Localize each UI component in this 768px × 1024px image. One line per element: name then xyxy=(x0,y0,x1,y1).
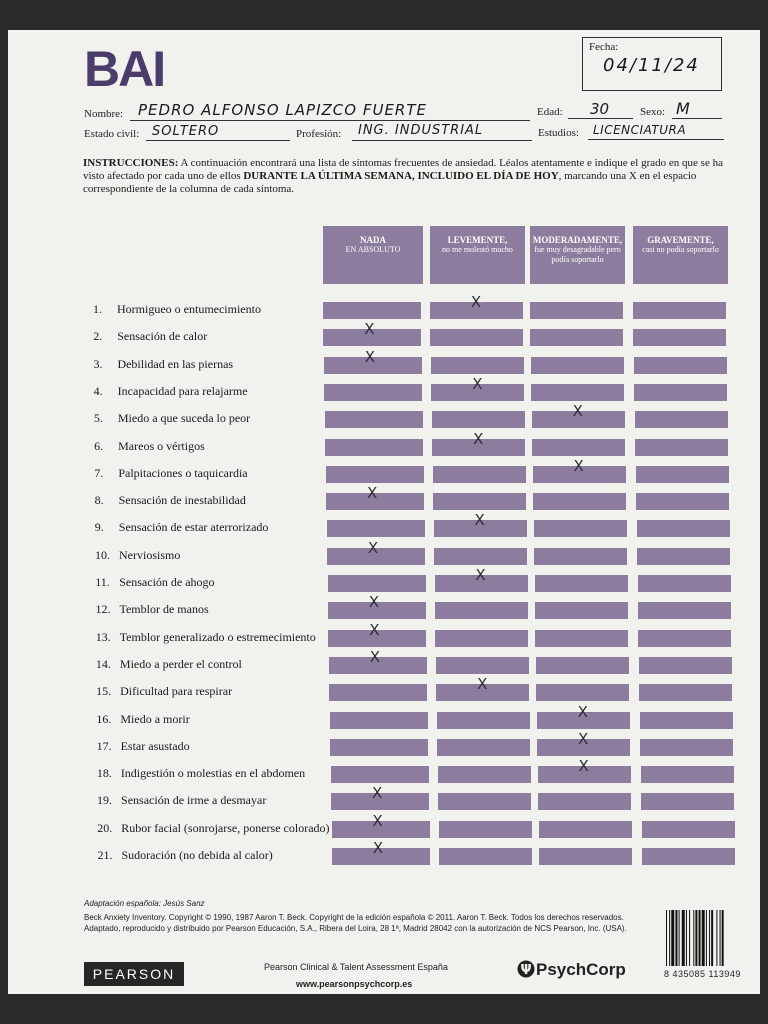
symptom-item xyxy=(96,657,242,672)
column-header-4 xyxy=(633,226,728,284)
answer-cell-2[interactable] xyxy=(439,821,532,838)
barcode-bar xyxy=(722,910,724,966)
symptom-item xyxy=(97,739,190,754)
answer-cell-3[interactable] xyxy=(531,357,624,374)
answer-cell-3[interactable] xyxy=(538,793,631,810)
answer-cell-2[interactable] xyxy=(437,712,530,729)
item-number: 21. xyxy=(97,848,113,862)
barcode-bar xyxy=(706,910,707,966)
item-text: Sensación de estar aterrorizado xyxy=(118,520,269,535)
item-number: 7. xyxy=(94,465,104,480)
age-field[interactable]: 30 xyxy=(590,100,610,118)
item-text: Dificultad para respirar xyxy=(120,684,233,699)
column-header-title: MODERADAMENTE, xyxy=(532,235,623,245)
item-text: Mareos o vértigos xyxy=(118,438,205,453)
answer-cell-1[interactable] xyxy=(330,739,428,756)
answer-cell-1[interactable] xyxy=(323,302,421,319)
barcode-bar xyxy=(720,910,721,966)
answer-cell-1[interactable] xyxy=(325,411,423,428)
barcode-bar xyxy=(709,910,710,966)
item-text: Sensación de calor xyxy=(117,329,208,344)
answer-cell-4[interactable] xyxy=(635,411,728,428)
column-header-sub: casi no podía soportarlo xyxy=(642,245,719,254)
x-mark: X xyxy=(371,784,383,803)
item-number: 9. xyxy=(94,520,104,535)
answer-cell-3[interactable] xyxy=(539,821,632,838)
item-number: 3. xyxy=(93,356,103,371)
item-number: 15. xyxy=(96,684,112,699)
answer-cell-3[interactable] xyxy=(535,575,628,592)
x-mark: X xyxy=(368,593,380,612)
barcode-bar xyxy=(699,910,701,966)
answer-cell-4[interactable] xyxy=(641,766,734,783)
item-number: 17. xyxy=(96,738,112,753)
x-mark: X xyxy=(367,484,378,503)
x-mark: X xyxy=(372,839,384,857)
answer-cell-1[interactable] xyxy=(331,766,429,783)
barcode-bar xyxy=(669,910,670,966)
x-mark: X xyxy=(364,347,376,366)
answer-cell-3[interactable] xyxy=(534,548,627,565)
x-mark: X xyxy=(477,675,488,694)
name-field[interactable]: PEDRO ALFONSO LAPIZCO FUERTE xyxy=(138,101,427,119)
item-number: 19. xyxy=(97,793,113,808)
symptom-item xyxy=(95,520,269,535)
item-number: 4. xyxy=(93,383,103,398)
barcode xyxy=(664,910,748,966)
adaptation-credit: Adaptación española: Jesús Sanz xyxy=(84,899,205,908)
item-text: Rubor facial (sonrojarse, ponerse colorado) xyxy=(121,820,330,835)
item-number: 2. xyxy=(93,329,103,344)
answer-cell-1[interactable] xyxy=(328,575,426,592)
column-header-title: GRAVEMENTE, xyxy=(647,235,714,245)
x-mark: X xyxy=(364,320,375,339)
answer-cell-3[interactable] xyxy=(531,384,624,401)
item-text: Debilidad en las piernas xyxy=(117,356,234,371)
svg-text:BAI: BAI xyxy=(84,44,165,90)
x-mark: X xyxy=(372,811,383,830)
answer-cell-3[interactable] xyxy=(535,602,628,619)
symptom-item xyxy=(97,793,266,808)
answer-cell-4[interactable] xyxy=(636,466,729,483)
answer-cell-4[interactable] xyxy=(637,548,730,565)
symptom-item xyxy=(97,821,329,836)
symptom-item xyxy=(96,684,232,699)
item-text: Estar asustado xyxy=(120,738,190,753)
item-text: Temblor generalizado o estremecimiento xyxy=(119,629,316,644)
instructions-text-1: A continuación encontrará una lista de síntomas frecuentes de ansiedad. Léalos atentamente e indique el grado en que se ha visto afectado por cada uno de ellos xyxy=(83,157,723,182)
item-text: Palpitaciones o taquicardia xyxy=(118,465,248,480)
barcode-bar xyxy=(682,910,685,966)
company-url[interactable]: www.pearsonpsychcorp.es xyxy=(296,979,413,989)
pearson-logo: PEARSON xyxy=(84,962,184,986)
x-mark: X xyxy=(369,647,380,666)
x-mark: X xyxy=(472,374,483,393)
barcode-bar xyxy=(695,910,697,966)
answer-cell-4[interactable] xyxy=(635,439,728,456)
item-text: Sensación de inestabilidad xyxy=(118,493,246,508)
answer-cell-1[interactable] xyxy=(329,684,427,701)
studies-field[interactable]: LICENCIATURA xyxy=(593,123,687,137)
profession-field[interactable]: ING. INDUSTRIAL xyxy=(358,123,484,138)
symptom-item xyxy=(95,548,180,563)
psychcorp-text: PsychCorp xyxy=(536,960,626,979)
instructions xyxy=(83,157,733,196)
symptom-item xyxy=(96,712,189,727)
barcode-bar xyxy=(716,910,717,966)
answer-cell-3[interactable] xyxy=(539,848,632,865)
answer-cell-3[interactable] xyxy=(536,657,629,674)
item-text: Sensación de ahogo xyxy=(119,575,215,589)
civil-line xyxy=(146,140,290,141)
barcode-bar xyxy=(671,910,674,966)
symptom-item xyxy=(95,602,208,617)
item-number: 11. xyxy=(95,575,110,589)
item-number: 12. xyxy=(95,602,111,617)
answer-cell-2[interactable] xyxy=(433,493,526,510)
symptom-item xyxy=(94,411,250,426)
symptom-item xyxy=(94,384,248,399)
barcode-bar xyxy=(693,910,694,966)
answer-cell-4[interactable] xyxy=(641,793,734,810)
symptom-item xyxy=(94,439,205,454)
item-text: Nerviosismo xyxy=(119,547,181,562)
x-mark: X xyxy=(578,729,589,748)
answer-cell-2[interactable] xyxy=(435,630,528,647)
answer-cell-4[interactable] xyxy=(642,821,735,838)
answer-cell-2[interactable] xyxy=(439,848,532,865)
age-label: Edad: xyxy=(537,106,563,118)
symptom-item xyxy=(96,630,316,645)
answer-cell-4[interactable] xyxy=(633,302,726,319)
item-text: Miedo a que suceda lo peor xyxy=(117,411,251,426)
x-mark: X xyxy=(573,456,584,475)
column-header-2 xyxy=(430,226,525,284)
copyright-notice: Beck Anxiety Inventory. Copyright © 1990, 1987 Aaron T. Beck. Copyright de la edición española © 2011. Aaron T. Beck. Todos los derechos reservados. Adaptado, reproducido y distribuido por Pearson Educación, S.A., Ribera del Loira, 28 1ª, Madrid 28042 con la autorización de NCS Pearson, Inc. (USA). xyxy=(84,913,627,933)
barcode-bar xyxy=(711,910,713,966)
answer-cell-4[interactable] xyxy=(634,357,727,374)
symptom-item xyxy=(94,466,247,481)
answer-cell-2[interactable] xyxy=(430,329,523,346)
answer-cell-2[interactable] xyxy=(438,793,531,810)
sex-field[interactable]: M xyxy=(676,99,690,118)
answer-cell-4[interactable] xyxy=(639,684,732,701)
barcode-number: 8 435085 113949 xyxy=(664,969,741,979)
age-line xyxy=(568,118,633,119)
x-mark: X xyxy=(577,702,588,721)
answer-cell-2[interactable] xyxy=(436,657,529,674)
barcode-bar xyxy=(689,910,690,966)
psychcorp-logo xyxy=(516,960,626,980)
answer-cell-1[interactable] xyxy=(326,466,424,483)
profession-line xyxy=(352,140,532,141)
date-box xyxy=(582,37,722,91)
answer-cell-3[interactable] xyxy=(533,493,626,510)
column-header-3 xyxy=(530,226,625,284)
x-mark: X xyxy=(474,511,485,530)
answer-cell-2[interactable] xyxy=(432,411,525,428)
symptom-item xyxy=(93,357,233,372)
answer-cell-1[interactable] xyxy=(325,439,423,456)
barcode-bar xyxy=(675,910,677,966)
answer-cell-2[interactable] xyxy=(434,548,527,565)
bai-logo xyxy=(84,44,176,90)
studies-label: Estudios: xyxy=(538,127,579,139)
instructions-text-2: , marcando una X en el espacio correspondiente de la columna de cada síntoma. xyxy=(83,170,697,195)
item-text: Indigestión o molestias en el abdomen xyxy=(120,766,306,781)
x-mark: X xyxy=(572,402,583,421)
item-number: 14. xyxy=(95,656,111,671)
barcode-bar xyxy=(679,910,680,966)
sex-label: Sexo: xyxy=(640,106,666,118)
column-header-sub: EN ABSOLUTO xyxy=(345,245,401,254)
item-number: 1. xyxy=(93,302,102,316)
column-header-1 xyxy=(323,226,423,284)
answer-cell-4[interactable] xyxy=(640,739,733,756)
answer-cell-4[interactable] xyxy=(636,493,729,510)
item-text: Miedo a morir xyxy=(120,711,190,726)
item-text: Incapacidad para relajarme xyxy=(117,383,248,398)
profession-label: Profesión: xyxy=(296,128,342,140)
answer-cell-4[interactable] xyxy=(638,602,731,619)
answer-cell-3[interactable] xyxy=(530,329,623,346)
symptom-item xyxy=(97,766,305,781)
item-number: 18. xyxy=(96,766,112,781)
answer-cell-1[interactable] xyxy=(330,712,428,729)
x-mark: X xyxy=(470,293,482,311)
answer-cell-4[interactable] xyxy=(638,575,731,592)
answer-cell-4[interactable] xyxy=(640,712,733,729)
barcode-bar xyxy=(686,910,687,966)
item-number: 10. xyxy=(95,547,111,562)
answer-cell-4[interactable] xyxy=(634,384,727,401)
item-text: Sudoración (no debida al calor) xyxy=(121,848,273,862)
answer-cell-1[interactable] xyxy=(324,384,422,401)
answer-cell-3[interactable] xyxy=(532,439,625,456)
column-header-sub: no me molestó mucho xyxy=(442,245,513,254)
item-number: 20. xyxy=(97,820,113,835)
date-value[interactable]: 04/11/24 xyxy=(603,55,700,76)
x-mark: X xyxy=(578,757,589,776)
answer-cell-4[interactable] xyxy=(633,329,726,346)
answer-cell-3[interactable] xyxy=(530,302,623,319)
x-mark: X xyxy=(367,538,379,557)
answer-cell-2[interactable] xyxy=(431,357,524,374)
civil-label: Estado civil: xyxy=(84,128,140,140)
barcode-bar xyxy=(666,910,667,966)
symptom-item xyxy=(95,493,246,508)
item-number: 6. xyxy=(94,438,104,453)
item-number: 8. xyxy=(94,493,104,508)
symptom-item xyxy=(93,329,207,344)
instructions-bold: DURANTE LA ÚLTIMA SEMANA, INCLUIDO EL DÍA DE HOY xyxy=(243,170,559,182)
item-text: Sensación de irme a desmayar xyxy=(121,793,267,808)
symptom-item xyxy=(93,302,261,317)
answer-cell-2[interactable] xyxy=(433,466,526,483)
column-header-sub: fue muy desagradable pero podía soportarlo xyxy=(534,245,621,264)
item-number: 16. xyxy=(96,711,112,726)
answer-cell-3[interactable] xyxy=(536,684,629,701)
answer-cell-4[interactable] xyxy=(637,520,730,537)
symptom-item xyxy=(95,575,214,590)
x-mark: X xyxy=(369,620,380,639)
item-number: 13. xyxy=(95,629,111,644)
answer-cell-3[interactable] xyxy=(535,630,628,647)
answer-cell-1[interactable] xyxy=(327,520,425,537)
answer-cell-4[interactable] xyxy=(638,630,731,647)
x-mark: X xyxy=(475,566,486,584)
item-text: Temblor de manos xyxy=(119,602,209,617)
answer-cell-4[interactable] xyxy=(642,848,735,865)
psi-icon xyxy=(516,960,536,978)
answer-cell-2[interactable] xyxy=(435,602,528,619)
svg-text:Ψ: Ψ xyxy=(520,963,532,978)
answer-cell-3[interactable] xyxy=(534,520,627,537)
company-name: Pearson Clinical & Talent Assessment España xyxy=(264,962,448,972)
symptom-item xyxy=(98,848,273,863)
name-label: Nombre: xyxy=(84,108,124,120)
answer-cell-2[interactable] xyxy=(438,766,531,783)
civil-field[interactable]: SOLTERO xyxy=(152,124,220,139)
item-text: Miedo a perder el control xyxy=(119,656,242,671)
item-text: Hormigueo o entumecimiento xyxy=(117,302,261,316)
name-line xyxy=(130,120,530,121)
answer-cell-2[interactable] xyxy=(437,739,530,756)
date-label: Fecha: xyxy=(589,41,619,53)
studies-line xyxy=(588,139,724,140)
column-header-title: NADA xyxy=(360,235,386,245)
item-number: 5. xyxy=(93,411,103,426)
barcode-bar xyxy=(702,910,705,966)
sex-line xyxy=(672,118,722,119)
instructions-lead: INSTRUCCIONES: xyxy=(83,157,179,169)
x-mark: X xyxy=(473,429,484,448)
column-header-title: LEVEMENTE, xyxy=(447,235,508,245)
answer-cell-4[interactable] xyxy=(639,657,732,674)
